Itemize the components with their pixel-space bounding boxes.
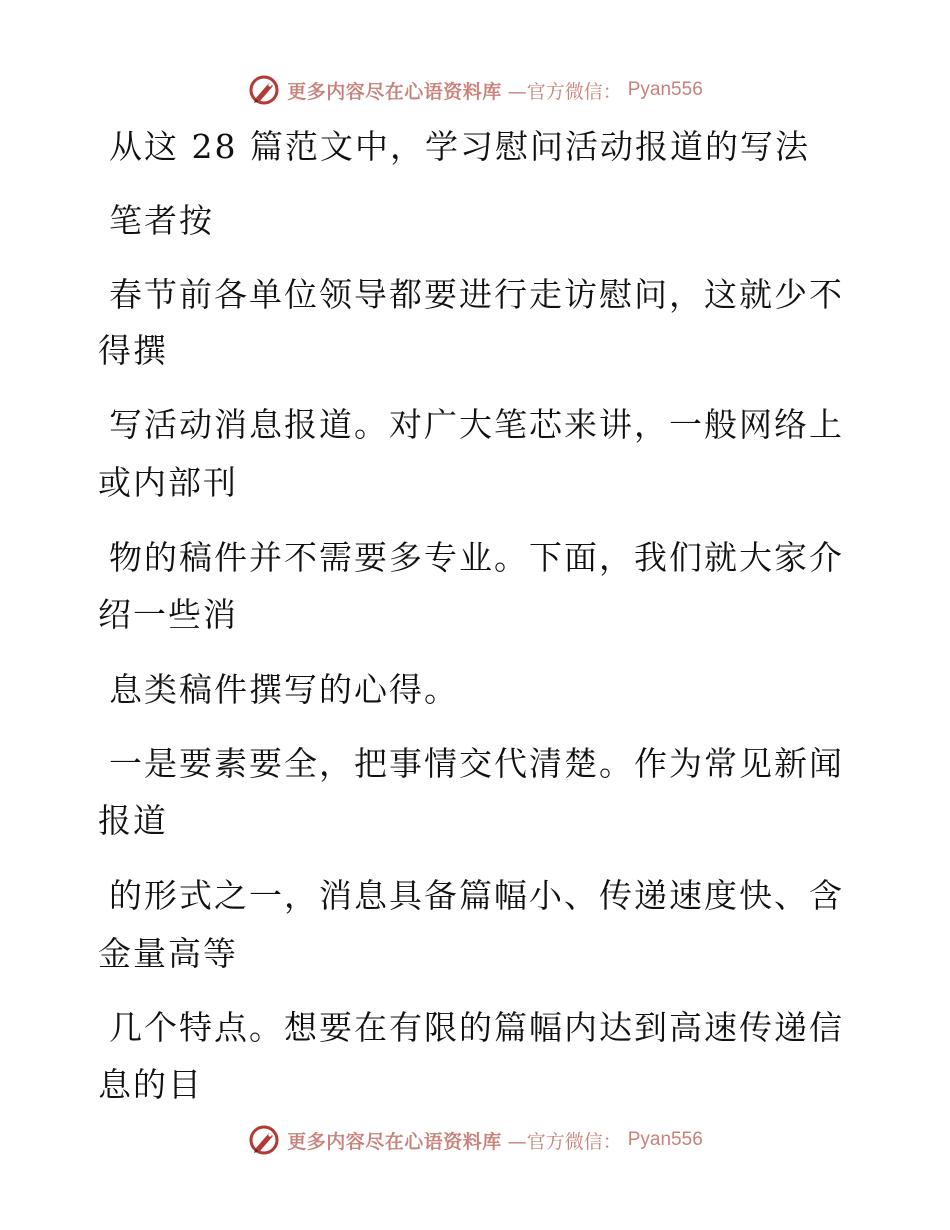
text-line: 物的稿件并不需要多专业。下面，我们就大家介 (109, 538, 844, 577)
watermark-footer (0, 1120, 950, 1160)
text-line: 一是要素要全，把事情交代清楚。作为常见新闻 (109, 744, 844, 783)
text-line: 息类稿件撰写的心得。 (109, 670, 459, 709)
watermark-separator: —官方微信： (507, 1130, 622, 1153)
document-title: 从这 28 篇范文中，学习慰问活动报道的写法 (109, 127, 810, 166)
text-line: 或内部刊 (98, 463, 238, 502)
text-line: 绍一些消 (98, 595, 238, 634)
text-line: 春节前各单位领导都要进行走访慰问，这就少不 (109, 275, 844, 314)
text-line: 笔者按 (109, 201, 214, 240)
text-line: 金量高等 (98, 934, 238, 973)
watermark-header (0, 70, 950, 110)
pen-nib-logo-icon (247, 1123, 281, 1157)
watermark-text: 更多内容尽在心语资料库 (287, 80, 502, 103)
text-line: 得撰 (98, 331, 168, 370)
watermark-separator: —官方微信： (507, 80, 622, 103)
text-line: 报道 (98, 801, 168, 840)
text-line: 几个特点。想要在有限的篇幅内达到高速传递信 (109, 1008, 844, 1047)
watermark-wechat-id: Pyan556 (627, 79, 703, 100)
text-line: 写活动消息报道。对广大笔芯来讲，一般网络上 (109, 405, 844, 444)
pen-nib-logo-icon (247, 73, 281, 107)
watermark-text: 更多内容尽在心语资料库 (287, 1130, 502, 1153)
text-line: 息的目 (98, 1065, 203, 1104)
watermark-wechat-id: Pyan556 (627, 1129, 703, 1150)
text-line: 的形式之一，消息具备篇幅小、传递速度快、含 (109, 876, 844, 915)
